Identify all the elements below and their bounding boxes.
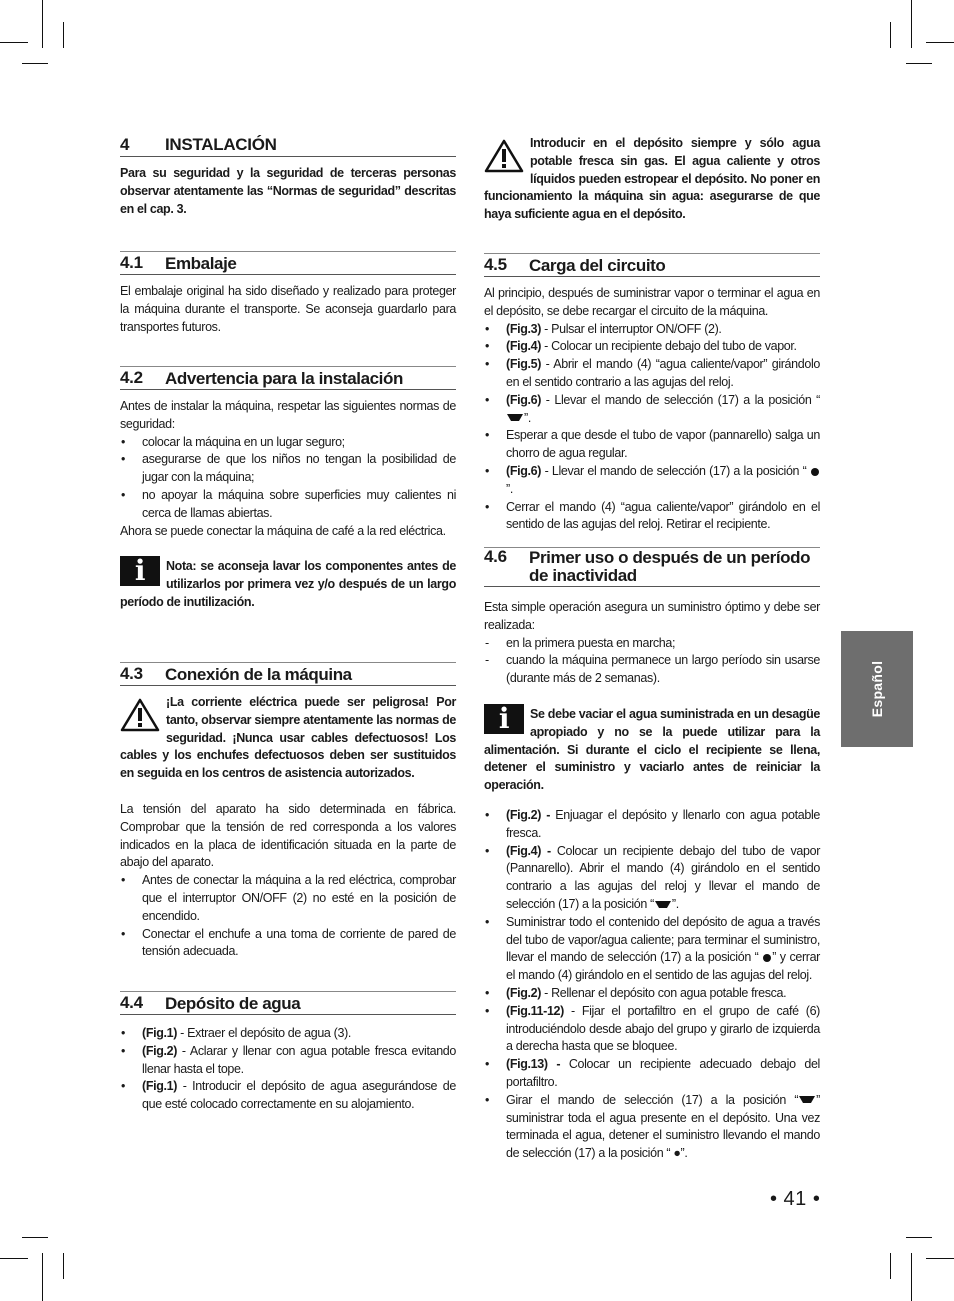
section-title: INSTALACIÓN bbox=[165, 135, 277, 154]
bullet-list bbox=[484, 807, 820, 1163]
bullet-list bbox=[484, 321, 820, 535]
list-item: • Antes de conectar la máquina a la red eléctrica, comprobar que el interruptor ON/OFF (2) no esté en la posición de encendido. bbox=[121, 873, 456, 923]
page-number: • 41 • bbox=[770, 1188, 821, 1210]
list-item: • (Fig.1) - Introducir el depósito de agua asegurándose de que esté colocado correctamente en su alojamiento. bbox=[121, 1079, 456, 1112]
crop-mark bbox=[926, 42, 954, 43]
section-heading bbox=[120, 251, 456, 275]
list-item: • (Fig.2) - Enjuagar el depósito y llenarlo con agua potable fresca. bbox=[485, 807, 820, 840]
warning-icon bbox=[484, 139, 524, 173]
section-intro: Esta simple operación asegura un suministro óptimo y debe ser realizada: bbox=[484, 600, 820, 632]
section-number: 4.6 bbox=[484, 547, 507, 566]
section-number: 4.4 bbox=[120, 993, 143, 1012]
list-item: • Girar el mando de selección (17) a la posición “ ” suministrar toda el agua presente en el depósito. Una vez terminada el agua, detener el suministro llevando el mando de selección (17) a la posición “ ●”. bbox=[485, 1092, 820, 1161]
section-title: Carga del circuito bbox=[529, 256, 666, 275]
cup-icon bbox=[654, 900, 672, 910]
section-heading bbox=[120, 662, 456, 686]
dot-icon bbox=[762, 953, 772, 963]
section-title: Primer uso o después de un período bbox=[529, 548, 811, 567]
dash-list bbox=[484, 635, 820, 688]
warning-note: Introducir en el depósito siempre y sólo agua potable fresca sin gas. El agua caliente y otros líquidos pueden estropear el depósito. No poner en funcionamiento la máquina sin agua: asegurarse de que haya suficiente agua en el depósito. bbox=[484, 136, 820, 222]
crop-mark bbox=[22, 63, 48, 64]
cup-icon bbox=[506, 413, 524, 423]
dot-icon bbox=[810, 467, 820, 477]
crop-mark bbox=[63, 1253, 64, 1279]
section-number: 4.1 bbox=[120, 253, 143, 272]
section-heading bbox=[484, 547, 820, 587]
section-number: 4.2 bbox=[120, 368, 143, 387]
section-number: 4.5 bbox=[484, 255, 507, 274]
list-item: - cuando la máquina permanece un largo período sin usarse (durante más de 2 semanas). bbox=[485, 653, 820, 686]
section-intro: Al principio, después de suministrar vapor o terminar el agua en el depósito, se debe recargar el circuito de la máquina. bbox=[484, 286, 820, 318]
crop-mark bbox=[63, 22, 64, 48]
section-title-line2: de inactividad bbox=[529, 566, 637, 585]
bullet-list bbox=[120, 1025, 456, 1114]
language-tab-label: Español bbox=[869, 660, 885, 718]
section-text: La tensión del aparato ha sido determinada en fábrica. Comprobar que la tensión de red corresponda a los valores indicados en la placa de identificación situada en la parte de abajo del aparato. bbox=[120, 801, 456, 870]
section-heading bbox=[120, 135, 456, 157]
crop-mark bbox=[42, 0, 43, 48]
bullet-list bbox=[120, 434, 456, 523]
section-4-1 bbox=[120, 251, 456, 336]
crop-mark bbox=[911, 0, 912, 48]
crop-mark bbox=[890, 22, 891, 48]
list-item: • (Fig.6) - Llevar el mando de selección (17) a la posición “ ”. bbox=[484, 463, 820, 499]
section-4 bbox=[120, 135, 456, 218]
section-title: Depósito de agua bbox=[165, 994, 301, 1013]
section-heading bbox=[120, 991, 456, 1015]
bullet-list bbox=[120, 872, 456, 961]
list-item: • (Fig.3) - Pulsar el interruptor ON/OFF (2). bbox=[485, 321, 722, 336]
list-item: • Suministrar todo el contenido del depósito de agua a través del tubo de vapor/agua caliente; para terminar el suministro, llevar el mando de selección (17) a la posición “ ” y cerrar el mando (4) girándolo en el sentido de las agujas del reloj. bbox=[485, 914, 820, 983]
list-item: • Esperar a que desde el tubo de vapor (pannarello) salga un chorro de agua regular. bbox=[485, 428, 820, 461]
section-intro: Para su seguridad y la seguridad de terceras personas observar atentamente las “Normas de seguridad” descritas en el cap. 3. bbox=[120, 166, 456, 216]
list-item: • (Fig.5) - Abrir el mando (4) “agua caliente/vapor” girándolo en el sentido contrario a las agujas del reloj. bbox=[485, 357, 820, 389]
list-item: • (Fig.1) - Extraer el depósito de agua (3). bbox=[121, 1026, 352, 1040]
list-item: • asegurarse de que los niños no tengan la posibilidad de jugar con la máquina; bbox=[121, 452, 456, 485]
warning-note: ¡La corriente eléctrica puede ser peligrosa! Por tanto, observar siempre atentamente las normas de seguridad. ¡Nunca usar cables defectuosos! Los cables y los enchufes defectuosos deben ser sustituidos en seguida en los centros de asistencia autorizados. bbox=[120, 695, 456, 781]
crop-mark bbox=[890, 1253, 891, 1279]
info-note: i Nota: se aconseja lavar los componentes antes de utilizarlos por primera vez y/o después de un largo período de inutilización. bbox=[120, 554, 456, 609]
water-warning bbox=[484, 135, 820, 224]
list-item: • (Fig.4) - Colocar un recipiente debajo del tubo de vapor. bbox=[485, 339, 797, 354]
list-item: • Cerrar el mando (4) “agua caliente/vapor” girándolo en el sentido de las agujas del reloj. Retirar el recipiente. bbox=[485, 499, 820, 532]
section-title: Advertencia para la instalación bbox=[165, 369, 403, 388]
section-number: 4 bbox=[120, 135, 130, 154]
section-heading bbox=[484, 253, 820, 277]
section-4-6 bbox=[484, 547, 820, 1163]
section-text: El embalaje original ha sido diseñado y realizado para proteger la máquina durante el transporte. Se aconseja guardarlo para transportes futuros. bbox=[120, 284, 456, 334]
list-item: • (Fig.2) - Rellenar el depósito con agua potable fresca. bbox=[485, 985, 787, 1000]
section-4-3 bbox=[120, 662, 456, 961]
list-item: • (Fig.11-12) - Fijar el portafiltro en el grupo de café (6) introduciéndolo desde abajo del grupo y girarlo de izquierda a derecha hasta que se bloquee. bbox=[485, 1003, 820, 1054]
crop-mark bbox=[0, 42, 28, 43]
section-4-4 bbox=[120, 991, 456, 1114]
info-note: i Se debe vaciar el agua suministrada en un desagüe apropiado y no se la puede utilizar para la alimentación. Si durante el ciclo el recipiente se llena, detener el suministro y vaciarlo antes de reiniciar la operación. bbox=[484, 701, 820, 793]
list-item: • no apoyar la máquina sobre superficies muy calientes ni cerca de llamas abiertas. bbox=[121, 487, 456, 520]
info-icon: i bbox=[484, 704, 524, 734]
section-4-5 bbox=[484, 253, 820, 534]
cup-icon bbox=[798, 1095, 816, 1105]
list-item: • colocar la máquina en un lugar seguro; bbox=[121, 434, 345, 449]
section-heading bbox=[120, 366, 456, 390]
section-title: Embalaje bbox=[165, 254, 237, 273]
info-icon: i bbox=[120, 556, 160, 586]
list-item: • (Fig.2) - Aclarar y llenar con agua potable fresca evitando llenar hasta el tope. bbox=[121, 1043, 456, 1076]
section-number: 4.3 bbox=[120, 664, 143, 683]
crop-mark bbox=[906, 1237, 932, 1238]
crop-mark bbox=[926, 1258, 954, 1259]
crop-mark bbox=[0, 1258, 28, 1259]
list-item: • (Fig.13) - Colocar un recipiente adecuado debajo del portafiltro. bbox=[485, 1057, 820, 1089]
crop-mark bbox=[911, 1253, 912, 1301]
language-tab bbox=[841, 631, 913, 747]
section-intro: Antes de instalar la máquina, respetar las siguientes normas de seguridad: bbox=[120, 399, 456, 431]
crop-mark bbox=[22, 1237, 48, 1238]
warning-icon bbox=[120, 698, 160, 732]
section-title: Conexión de la máquina bbox=[165, 665, 352, 684]
crop-mark bbox=[906, 63, 932, 64]
list-item: • Conectar el enchufe a una toma de corriente de pared de tensión adecuada. bbox=[121, 926, 456, 959]
crop-mark bbox=[42, 1253, 43, 1301]
list-item: - en la primera puesta en marcha; bbox=[485, 635, 676, 650]
list-item: • (Fig.6) - Llevar el mando de selección (17) a la posición “”. bbox=[485, 392, 820, 425]
list-item: • (Fig.4) - Colocar un recipiente debajo del tubo de vapor (Pannarello). Abrir el mando (4) girándolo en el sentido contrario a las agujas del reloj y llevar el mando de selección (17) a la posición “ ”. bbox=[485, 843, 821, 911]
section-text: Ahora se puede conectar la máquina de café a la red eléctrica. bbox=[120, 523, 446, 538]
section-4-2 bbox=[120, 366, 456, 612]
